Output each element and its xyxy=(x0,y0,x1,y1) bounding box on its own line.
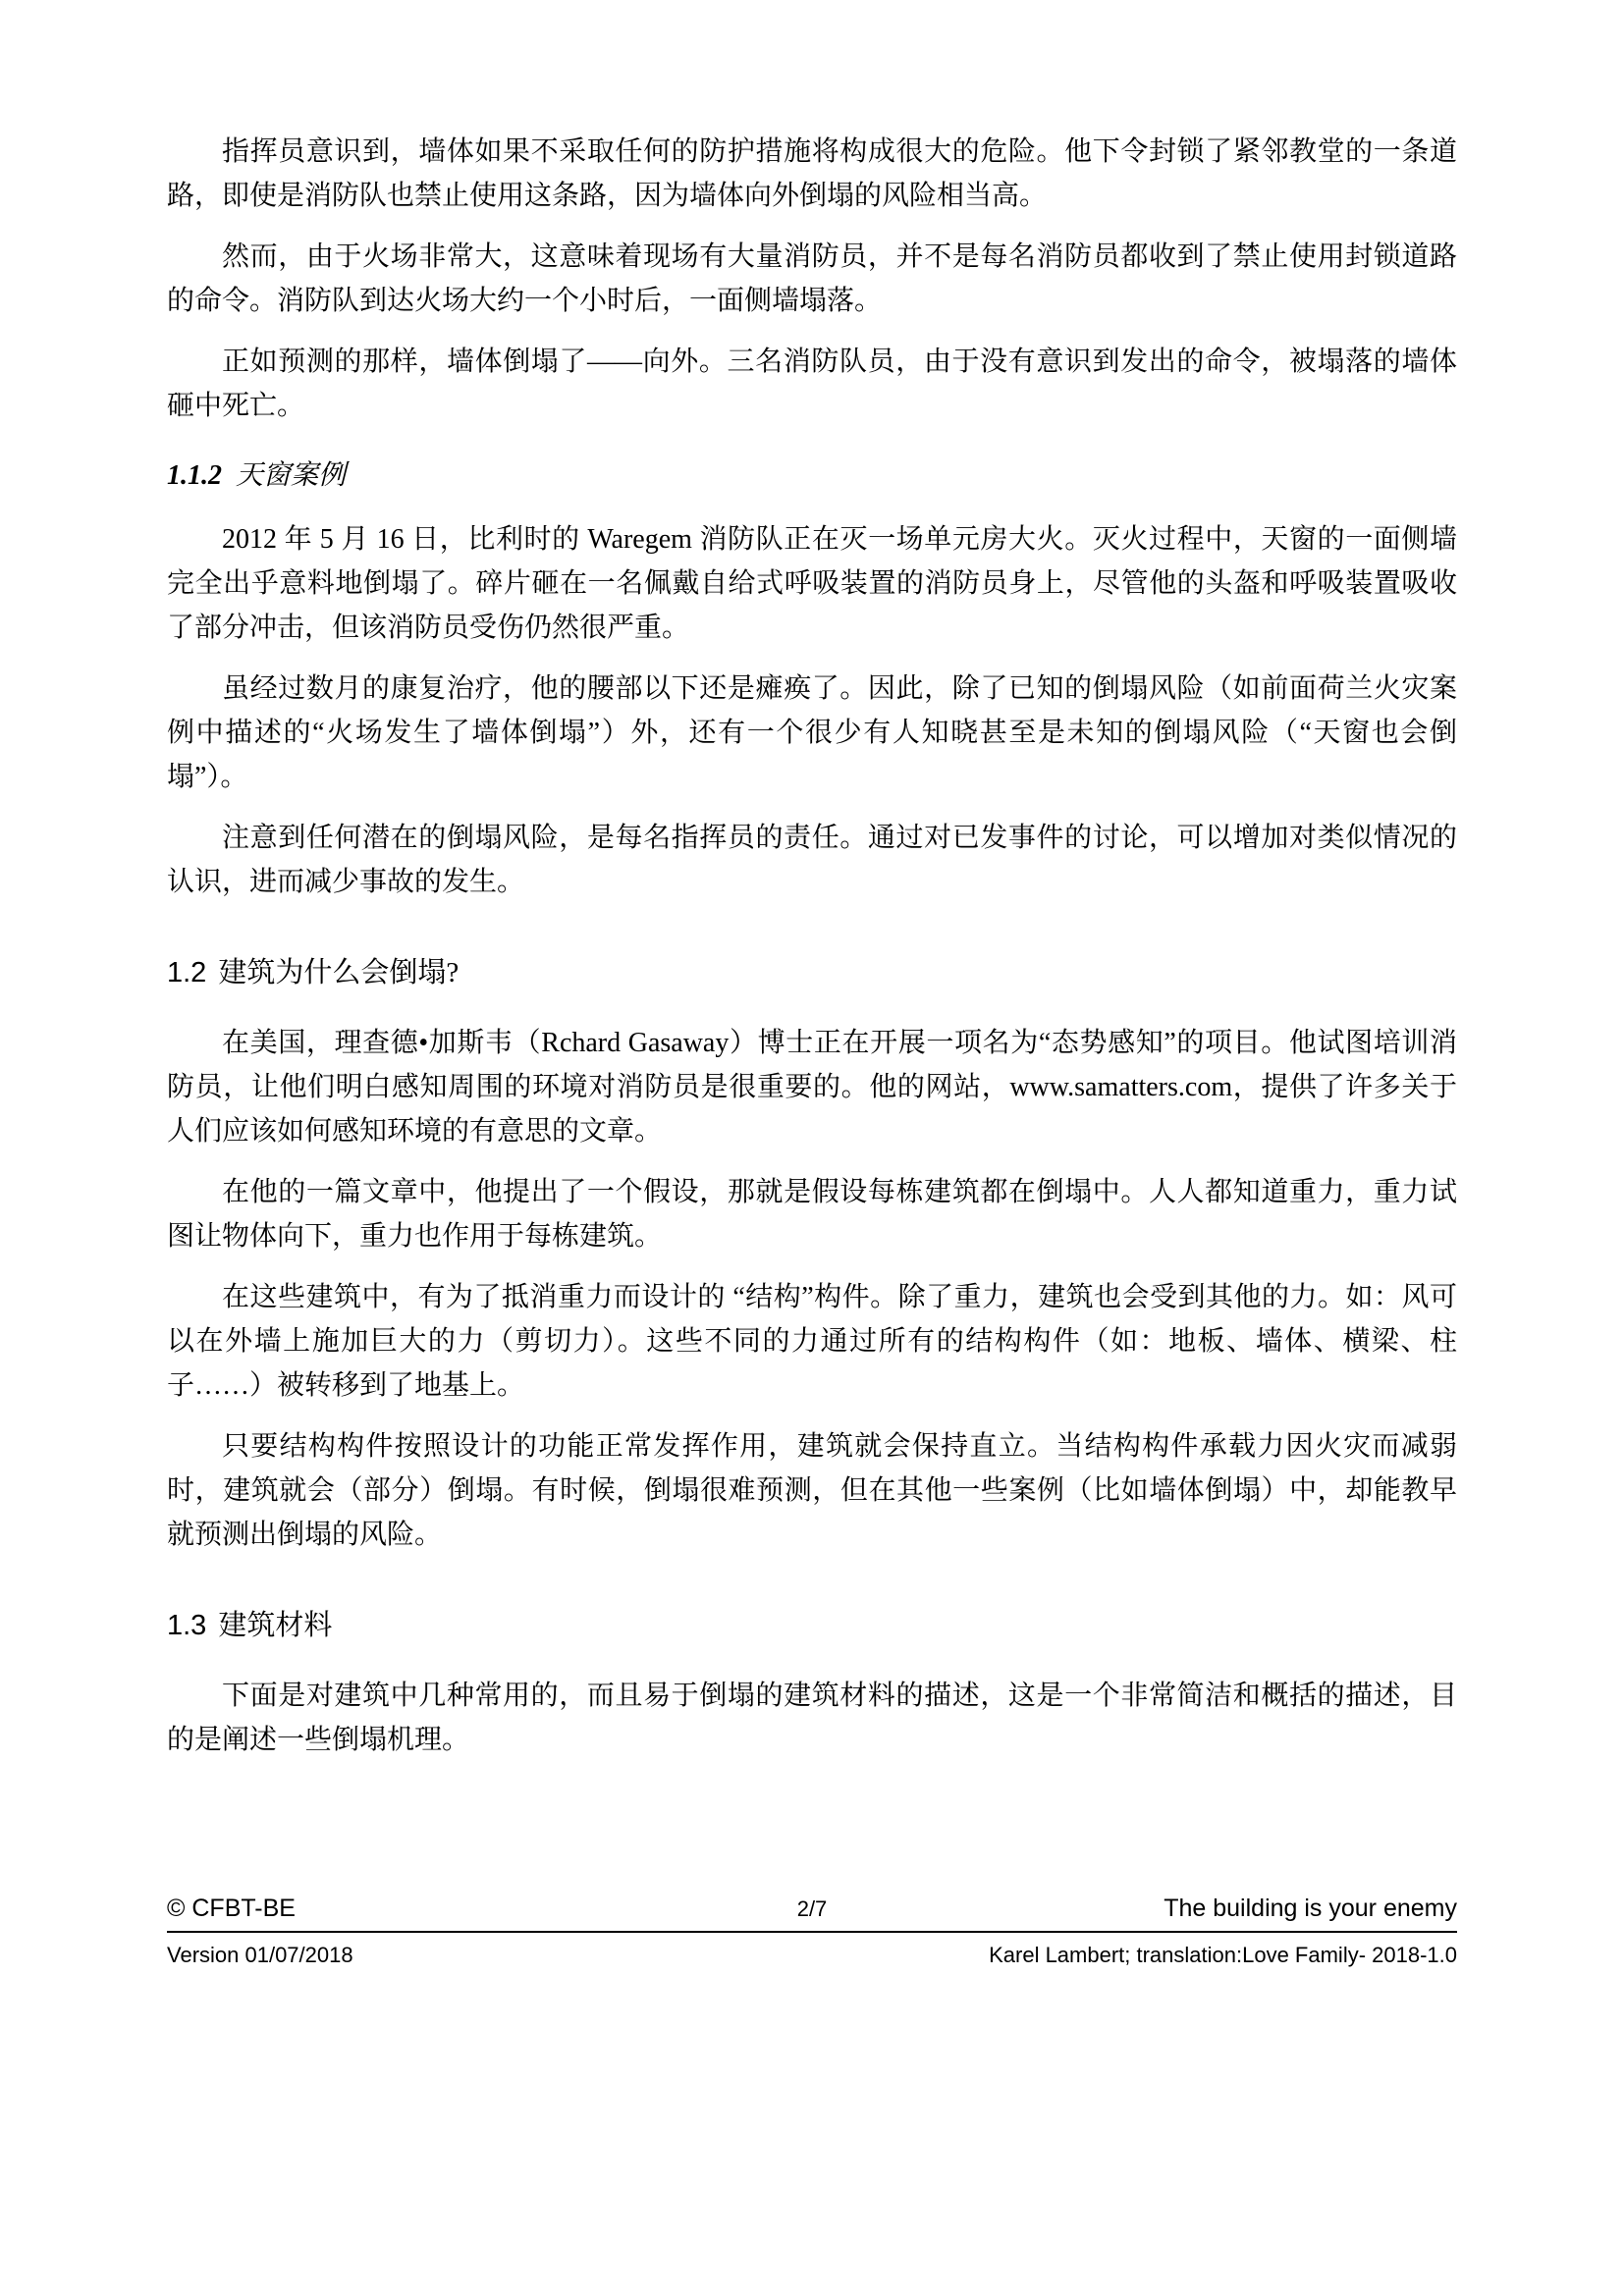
paragraph-gasaway-project: 在美国，理查德•加斯韦（Rchard Gasaway）博士正在开展一项名为“态势感知”的项目。他试图培训消防员，让他们明白感知周围的环境对消防员是很重要的。他的网站，www.samatters.com，提供了许多关于人们应该如何感知环境的有意思的文章。 xyxy=(167,1028,1457,1147)
footer-motto: The building is your enemy xyxy=(1164,1895,1457,1922)
paragraph-waregem-fire: 2012 年 5 月 16 日，比利时的 Waregem 消防队正在灭一场单元房大火。灭火过程中，天窗的一面侧墙完全出乎意料地倒塌了。碎片砸在一名佩戴自给式呼吸装置的消防员身上，尽管他的头盔和呼吸装置吸收了部分冲击，但该消防员受伤仍然很严重。 xyxy=(167,524,1457,643)
heading-title: 建筑为什么会倒塌? xyxy=(218,957,460,988)
heading-1-1-2-skylight-case xyxy=(167,454,1457,498)
heading-number: 1.1.2 xyxy=(167,460,222,491)
footer-bottom-row xyxy=(167,1943,1457,1968)
paragraph-collapse-prediction: 只要结构构件按照设计的功能正常发挥作用，建筑就会保持直立。当结构构件承载力因火灾而减弱时，建筑就会（部分）倒塌。有时候，倒塌很难预测，但在其他一些案例（比如墙体倒塌）中，却能教早就预测出倒塌的风险。 xyxy=(167,1431,1457,1550)
heading-number: 1.2 xyxy=(167,957,207,988)
paragraph-structural-members: 在这些建筑中，有为了抵消重力而设计的 “结构”构件。除了重力，建筑也会受到其他的力。如：风可以在外墙上施加巨大的力（剪切力）。这些不同的力通过所有的结构构件（如：地板、墙体、横梁、柱子……）被转移到了地基上。 xyxy=(167,1282,1457,1401)
heading-number: 1.3 xyxy=(167,1610,207,1641)
heading-1-3-building-materials xyxy=(167,1604,1457,1648)
paragraph-gravity-hypothesis: 在他的一篇文章中，他提出了一个假设，那就是假设每栋建筑都在倒塌中。人人都知道重力，重力试图让物体向下，重力也作用于每栋建筑。 xyxy=(167,1177,1457,1252)
footer-version: Version 01/07/2018 xyxy=(167,1943,353,1967)
footer-page-number: 2/7 xyxy=(796,1896,828,1921)
paragraph-commander-warning: 指挥员意识到，墙体如果不采取任何的防护措施将构成很大的危险。他下令封锁了紧邻教堂的一条道路，即使是消防队也禁止使用这条路，因为墙体向外倒塌的风险相当高。 xyxy=(167,136,1457,211)
paragraph-commander-responsibility: 注意到任何潜在的倒塌风险，是每名指挥员的责任。通过对已发事件的讨论，可以增加对类似情况的认识，进而减少事故的发生。 xyxy=(167,823,1457,897)
paragraph-wall-collapse-deaths: 正如预测的那样，墙体倒塌了——向外。三名消防队员，由于没有意识到发出的命令，被塌落的墙体砸中死亡。 xyxy=(167,347,1457,421)
page-footer xyxy=(167,1895,1457,1968)
heading-title: 天窗案例 xyxy=(236,460,347,491)
footer-copyright: © CFBT-BE xyxy=(167,1895,296,1922)
footer-credit: Karel Lambert; translation:Love Family- 2018-1.0 xyxy=(989,1943,1457,1967)
heading-1-2-why-buildings-collapse xyxy=(167,951,1457,995)
document-body xyxy=(167,130,1457,1762)
paragraph-rehabilitation-risk: 虽经过数月的康复治疗，他的腰部以下还是瘫痪了。因此，除了已知的倒塌风险（如前面荷兰火灾案例中描述的“火场发生了墙体倒塌”）外，还有一个很少有人知晓甚至是未知的倒塌风险（“天窗也会倒塌”）。 xyxy=(167,673,1457,792)
footer-top-row xyxy=(167,1895,1457,1923)
footer-divider xyxy=(167,1931,1457,1933)
paragraph-large-fireground: 然而，由于火场非常大，这意味着现场有大量消防员，并不是每名消防员都收到了禁止使用封锁道路的命令。消防队到达火场大约一个小时后，一面侧墙塌落。 xyxy=(167,241,1457,316)
heading-title: 建筑材料 xyxy=(218,1610,333,1641)
paragraph-materials-intro: 下面是对建筑中几种常用的，而且易于倒塌的建筑材料的描述，这是一个非常简洁和概括的描述，目的是阐述一些倒塌机理。 xyxy=(167,1681,1457,1755)
